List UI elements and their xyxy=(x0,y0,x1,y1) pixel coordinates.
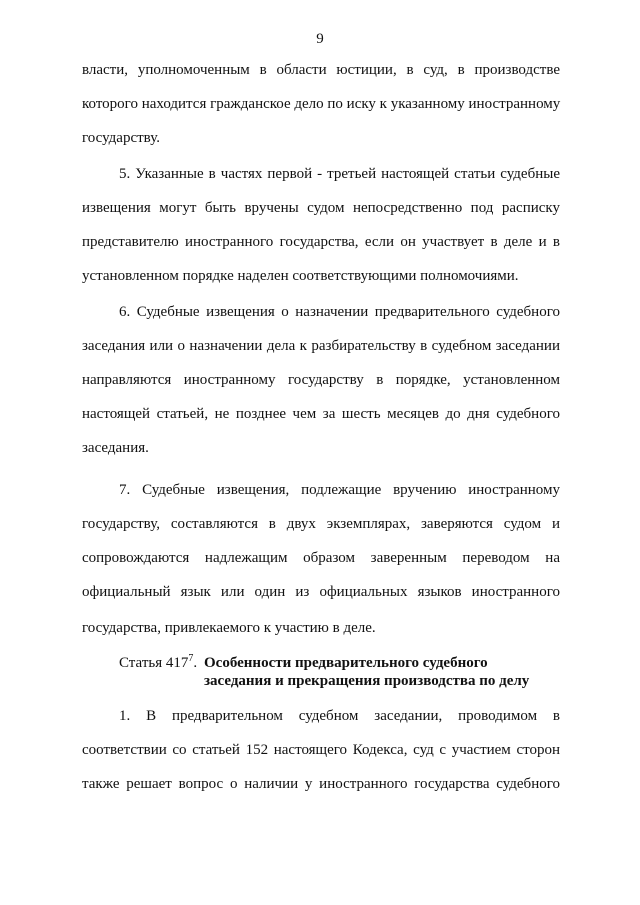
article-paragraph-1-start: 1. В предварительном судебном заседании, проводимом в xyxy=(119,708,560,724)
text-line: представителю иностранного государства, если он участвует в деле и в xyxy=(82,234,560,250)
paragraph-6-start: 6. Судебные извещения о назначении предварительного судебного xyxy=(119,304,560,320)
text-line: направляются иностранному государству в порядке, установленном xyxy=(82,372,560,388)
page-number: 9 xyxy=(316,31,324,47)
article-title-line: Особенности предварительного судебного xyxy=(204,655,488,671)
article-number xyxy=(119,654,197,672)
text-line: официальный язык или один из официальных языков иностранного xyxy=(82,584,560,600)
text-line: заседания или о назначении дела к разбирательству в судебном заседании xyxy=(82,338,560,354)
text-line: власти, уполномоченным в области юстиции, в суд, в производстве xyxy=(82,62,560,78)
article-label-text: Статья 417 xyxy=(119,655,189,671)
paragraph-7-start: 7. Судебные извещения, подлежащие вручению иностранному xyxy=(119,482,560,498)
article-label-superscript: 7 xyxy=(188,653,194,664)
text-line: извещения могут быть вручены судом непосредственно под расписку xyxy=(82,200,560,216)
text-line: которого находится гражданское дело по иску к указанному иностранному xyxy=(82,96,561,112)
text-line: настоящей статьей, не позднее чем за шесть месяцев до дня судебного xyxy=(82,406,560,422)
text-line: государства, привлекаемого к участию в деле. xyxy=(82,620,376,636)
text-line: соответствии со статьей 152 настоящего Кодекса, суд с участием сторон xyxy=(82,742,560,758)
text-line: установленном порядке наделен соответствующими полномочиями. xyxy=(82,268,519,284)
article-title-line: заседания и прекращения производства по делу xyxy=(204,673,530,689)
text-line: также решает вопрос о наличии у иностранного государства судебного xyxy=(82,776,560,792)
text-line: заседания. xyxy=(82,440,149,456)
text-line: государству. xyxy=(82,130,160,146)
article-title xyxy=(204,654,529,690)
text-line: сопровождаются надлежащим образом заверенным переводом на xyxy=(82,550,560,566)
paragraph-5-start: 5. Указанные в частях первой - третьей настоящей статьи судебные xyxy=(119,166,560,182)
text-line: государству, составляются в двух экземплярах, заверяются судом и xyxy=(82,516,560,532)
article-label-suffix: . xyxy=(193,655,198,671)
